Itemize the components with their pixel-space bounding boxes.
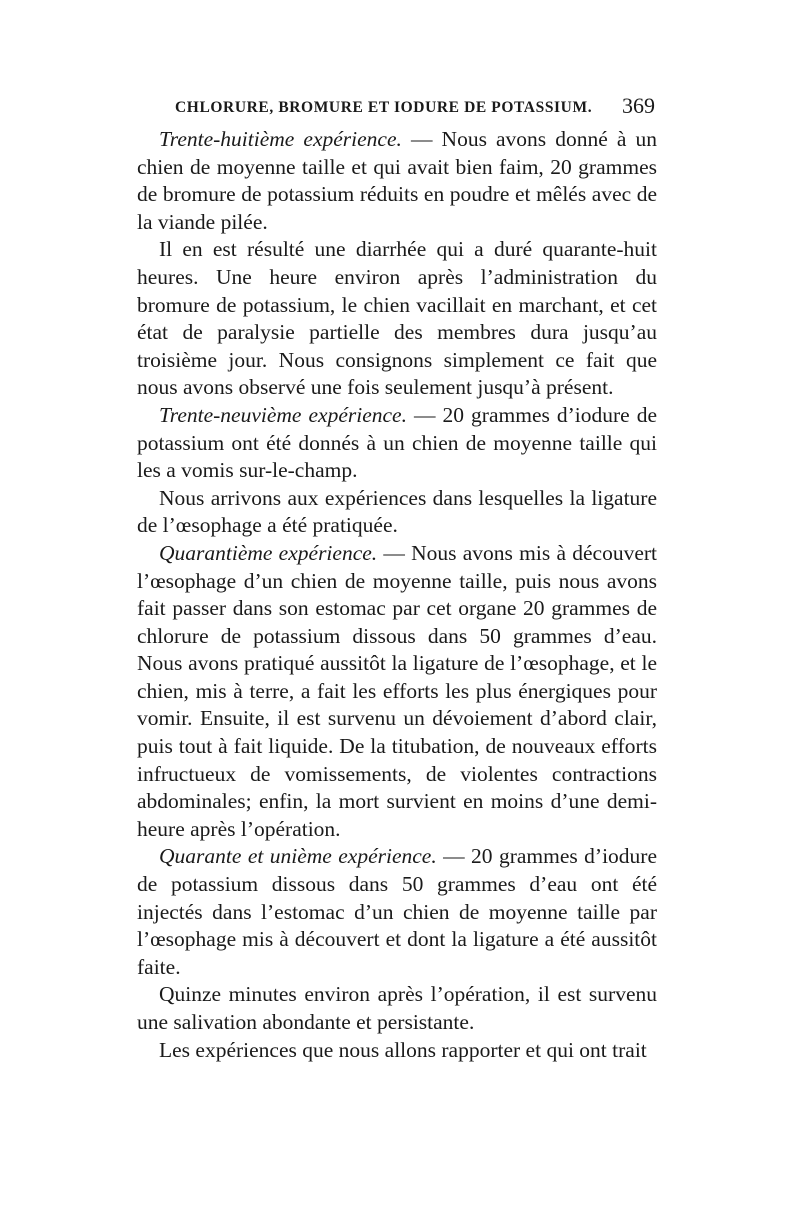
page-number: 369 [622, 93, 655, 118]
experiment-heading: Quarantième expérience. [159, 540, 378, 565]
running-title: CHLORURE, BROMURE ET IODURE DE POTASSIUM. [175, 99, 593, 116]
experiment-heading: Quarante et unième expérience. [159, 844, 437, 869]
paragraph-trente-neuvieme [137, 402, 657, 485]
experiment-heading: Trente-neuvième expérience. [159, 402, 407, 427]
body-text [137, 126, 657, 1064]
paragraph-text: Les expériences que nous allons rapporter et qui ont trait [159, 1037, 647, 1062]
paragraph-resultat [137, 236, 657, 402]
running-head [175, 93, 655, 123]
paragraph-quarante-et-unieme [137, 843, 657, 981]
paragraph-ligature-intro [137, 485, 657, 540]
paragraph-trente-huitieme [137, 126, 657, 236]
paragraph-text: Quinze minutes environ après l’opération, il est survenu une salivation abondante et persistante. [137, 982, 657, 1034]
paragraph-text: — 20 grammes d’iodure de potassium ont été donnés à un chien de moyenne taille qui les a vomis sur-le-champ. [137, 402, 658, 483]
paragraph-text: Il en est résulté une diarrhée qui a duré quarante-huit heures. Une heure environ après l’administration du bromure de potassium, le chien vacillait en marchant, et cet état de paralysie partielle des membres dura jusqu’au troisième jour. Nous consignons simplement ce fait que nous avons observé une fois seulement jusqu’à présent. [137, 237, 657, 400]
paragraph-text: — 20 grammes d’iodure de potassium dissous dans 50 grammes d’eau ont été injectés dans l’estomac d’un chien de moyenne taille par l’œsophage mis à découvert et dont la ligature a été aussitôt faite. [137, 844, 657, 979]
paragraph-text: Nous arrivons aux expériences dans lesquelles la ligature de l’œsophage a été pratiquée. [137, 485, 657, 538]
paragraph-continuation [137, 1037, 657, 1065]
paragraph-salivation [137, 981, 657, 1036]
paragraph-quarantieme [137, 540, 657, 844]
experiment-heading: Trente-huitième expérience. [159, 127, 402, 151]
paragraph-text: — Nous avons donné à un chien de moyenne taille et qui avait bien faim, 20 grammes de bromure de potassium réduits en poudre et mêlés avec de la viande pilée. [137, 127, 657, 234]
paragraph-text: — Nous avons mis à découvert l’œsophage d’un chien de moyenne taille, puis nous avons fait passer dans son estomac par cet organe 20 grammes de chlorure de potassium dissous dans 50 grammes d’eau. Nous avons pratiqué aussitôt la ligature de l’œsophage, et le chien, mis à terre, a fait les efforts les plus énergiques pour vomir. Ensuite, il est survenu un dévoiement d’abord clair, puis tout à fait liquide. De la titubation, de nouveaux efforts infructueux de vomissements, de violentes contractions abdominales; enfin, la mort survient en moins d’une demi-heure après l’opération. [137, 540, 657, 841]
